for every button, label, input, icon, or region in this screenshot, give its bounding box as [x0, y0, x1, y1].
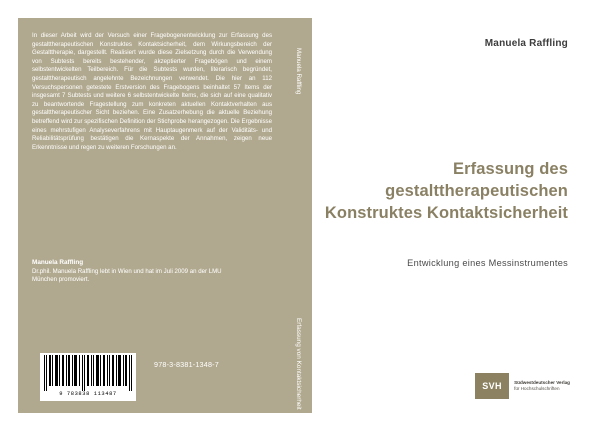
publisher-subline: für Hochschulschriften [514, 386, 560, 391]
back-cover-blurb: In dieser Arbeit wird der Versuch einer Fragebogenentwicklung zur Erfassung des gestalttherapeutischen Konstruktes Kontaktsicherheit, dem Wirkungsbereich der Gestalttherapie, dargestellt. Realisiert wurde diese Zielsetzung durch die Verwendung von Subtests bereits bestehender, akzeptierter Fragebögen und einem selbstentwickelten Teilbereich. Für die Subtests wurden, literarisch begründet, gestalttherapeutisch angelehnte Bezeichnungen verwendet. Die hier an 112 Versuchspersonen getestete Erstversion des Fragebogens beinhaltet 57 Items der insgesamt 7 Subtests und weitere 6 selbstentwickelte Items, die sich auf eine qualitativ zu beantwortende Fragestellung zum konkreten aktuellen Kontaktverhalten aus gestalttherapeutischer Sicht beziehen. Eine Zusatzerhebung die aktuelle Beziehung betreffend wird zur spezifischen Definition der Stichprobe herangezogen. Die Ergebnisse eines mehrstufigen Analyseverfahrens mit Hauptaugenmerk auf der Validitäts- und Reliabilitätsprüfung bestätigen die Kernaspekte der Annahmen, zeigen neue Erkenntnisse und regen zu weiteren Forschungen an. [32, 32, 272, 151]
back-cover-panel [18, 18, 286, 413]
spine-title: Erfassung von Kontaktsicherheit [295, 318, 302, 410]
front-cover-panel [312, 18, 582, 413]
back-cover-author-name: Manuela Raffling [32, 259, 84, 266]
publisher-text [514, 380, 570, 392]
front-cover-title: Erfassung des gestalttherapeutischen Konstruktes Kontaktsicherheit [324, 160, 568, 222]
spine-panel [286, 18, 312, 413]
isbn-text: 978-3-8381-1348-7 [154, 360, 219, 369]
front-cover-author: Manuela Raffling [484, 38, 568, 49]
barcode-bars-icon [43, 355, 133, 391]
back-cover-author-bio: Dr.phil. Manuela Raffling lebt in Wien und hat im Juli 2009 an der LMU München promoviert. [32, 268, 222, 284]
barcode [40, 353, 136, 401]
spine-author: Manuela Raffling [295, 48, 302, 95]
publisher-name: Südwestdeutscher Verlag [514, 380, 570, 385]
front-cover-subtitle: Entwicklung eines Messinstrumentes [407, 258, 568, 268]
publisher-mark: SVH [475, 373, 509, 399]
publisher-logo [475, 373, 570, 399]
spine-inner [286, 18, 312, 413]
back-cover-author-block [32, 258, 272, 285]
barcode-digits: 9 783838 113487 [59, 391, 117, 397]
